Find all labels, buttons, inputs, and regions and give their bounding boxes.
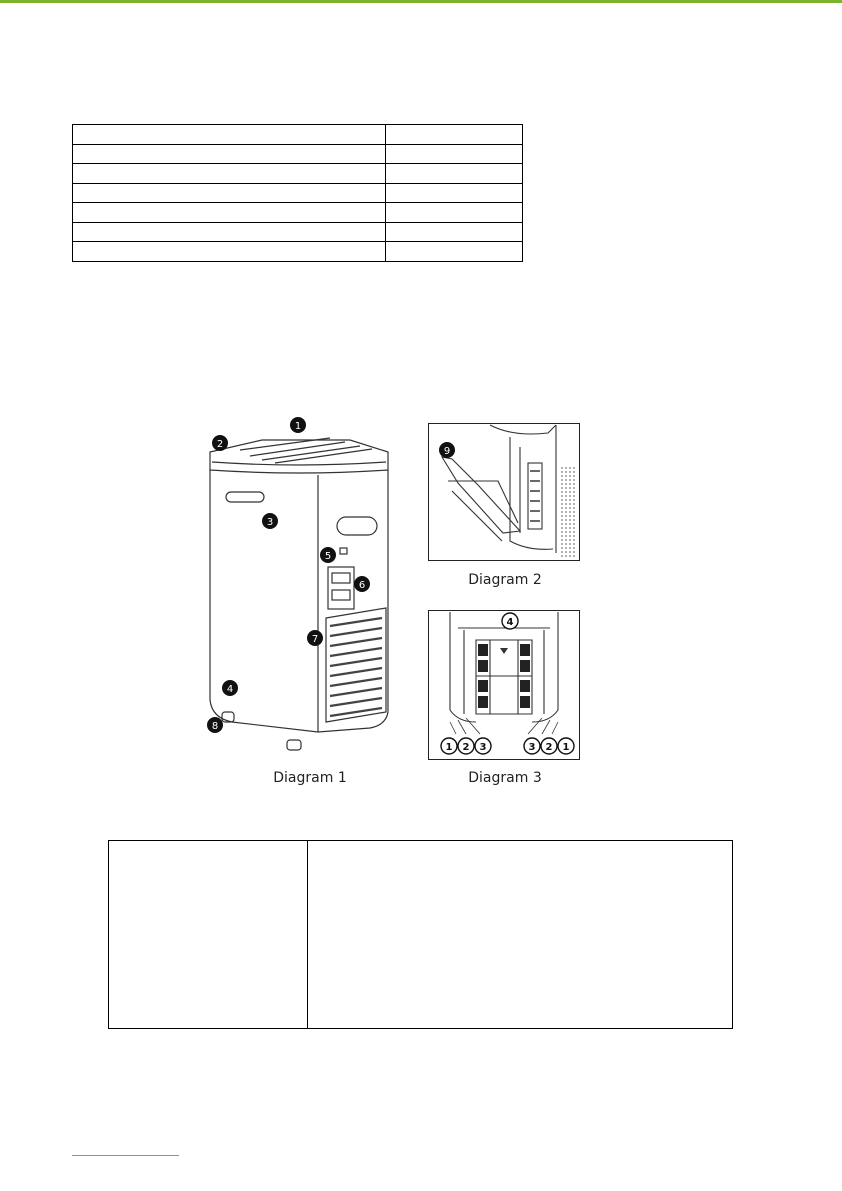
callout-2 xyxy=(458,738,474,754)
svg-text:1: 1 xyxy=(294,421,302,432)
specification-table xyxy=(72,124,523,262)
bottom-table xyxy=(108,840,733,1029)
table-row xyxy=(73,164,523,184)
svg-text:3: 3 xyxy=(528,742,536,753)
table-cell xyxy=(73,183,386,203)
footer-rule xyxy=(72,1155,179,1156)
callout-2 xyxy=(541,738,557,754)
table-cell xyxy=(386,183,523,203)
table-row xyxy=(73,183,523,203)
table-cell xyxy=(386,203,523,223)
table-cell xyxy=(73,242,386,262)
svg-text:2: 2 xyxy=(462,742,470,753)
callout-5 xyxy=(320,547,336,563)
diagram-2-caption: Diagram 2 xyxy=(468,572,542,588)
diagram-2-flap-illustration xyxy=(428,423,580,561)
svg-text:3: 3 xyxy=(479,742,487,753)
svg-text:3: 3 xyxy=(266,517,274,528)
svg-text:1: 1 xyxy=(445,742,453,753)
callout-1 xyxy=(558,738,574,754)
svg-text:8: 8 xyxy=(211,721,219,732)
table-row xyxy=(73,125,523,145)
callout-1 xyxy=(290,417,306,433)
diagram-1-unit-illustration xyxy=(195,410,405,760)
svg-text:7: 7 xyxy=(311,634,319,645)
header-rule xyxy=(0,0,842,3)
table-cell xyxy=(386,164,523,184)
callout-3 xyxy=(262,513,278,529)
svg-text:4: 4 xyxy=(226,684,234,695)
svg-text:5: 5 xyxy=(324,551,332,562)
table-cell xyxy=(73,203,386,223)
callout-7 xyxy=(307,630,323,646)
svg-text:2: 2 xyxy=(216,439,224,450)
callout-1 xyxy=(441,738,457,754)
callout-6 xyxy=(354,576,370,592)
callout-4 xyxy=(222,680,238,696)
callout-9 xyxy=(439,442,455,458)
table-cell xyxy=(73,125,386,145)
callout-3 xyxy=(524,738,540,754)
table-row xyxy=(73,203,523,223)
table-cell xyxy=(386,144,523,164)
table-cell xyxy=(73,164,386,184)
callout-3 xyxy=(475,738,491,754)
diagram-3-caption: Diagram 3 xyxy=(468,770,542,786)
svg-text:6: 6 xyxy=(358,580,366,591)
diagram-1-caption: Diagram 1 xyxy=(273,770,347,786)
table-cell xyxy=(386,222,523,242)
table-row xyxy=(73,222,523,242)
svg-text:9: 9 xyxy=(443,446,451,457)
table-row xyxy=(73,144,523,164)
table-cell xyxy=(308,841,733,1029)
svg-text:2: 2 xyxy=(545,742,553,753)
table-cell xyxy=(73,144,386,164)
diagram-3-filter-illustration xyxy=(428,610,580,760)
svg-text:1: 1 xyxy=(562,742,570,753)
table-cell xyxy=(109,841,308,1029)
table-row xyxy=(73,242,523,262)
table-cell xyxy=(386,242,523,262)
table-row xyxy=(109,841,733,1029)
callout-4 xyxy=(502,613,518,629)
callout-8 xyxy=(207,717,223,733)
table-cell xyxy=(73,222,386,242)
callout-2 xyxy=(212,435,228,451)
svg-text:4: 4 xyxy=(506,617,514,628)
table-cell xyxy=(386,125,523,145)
